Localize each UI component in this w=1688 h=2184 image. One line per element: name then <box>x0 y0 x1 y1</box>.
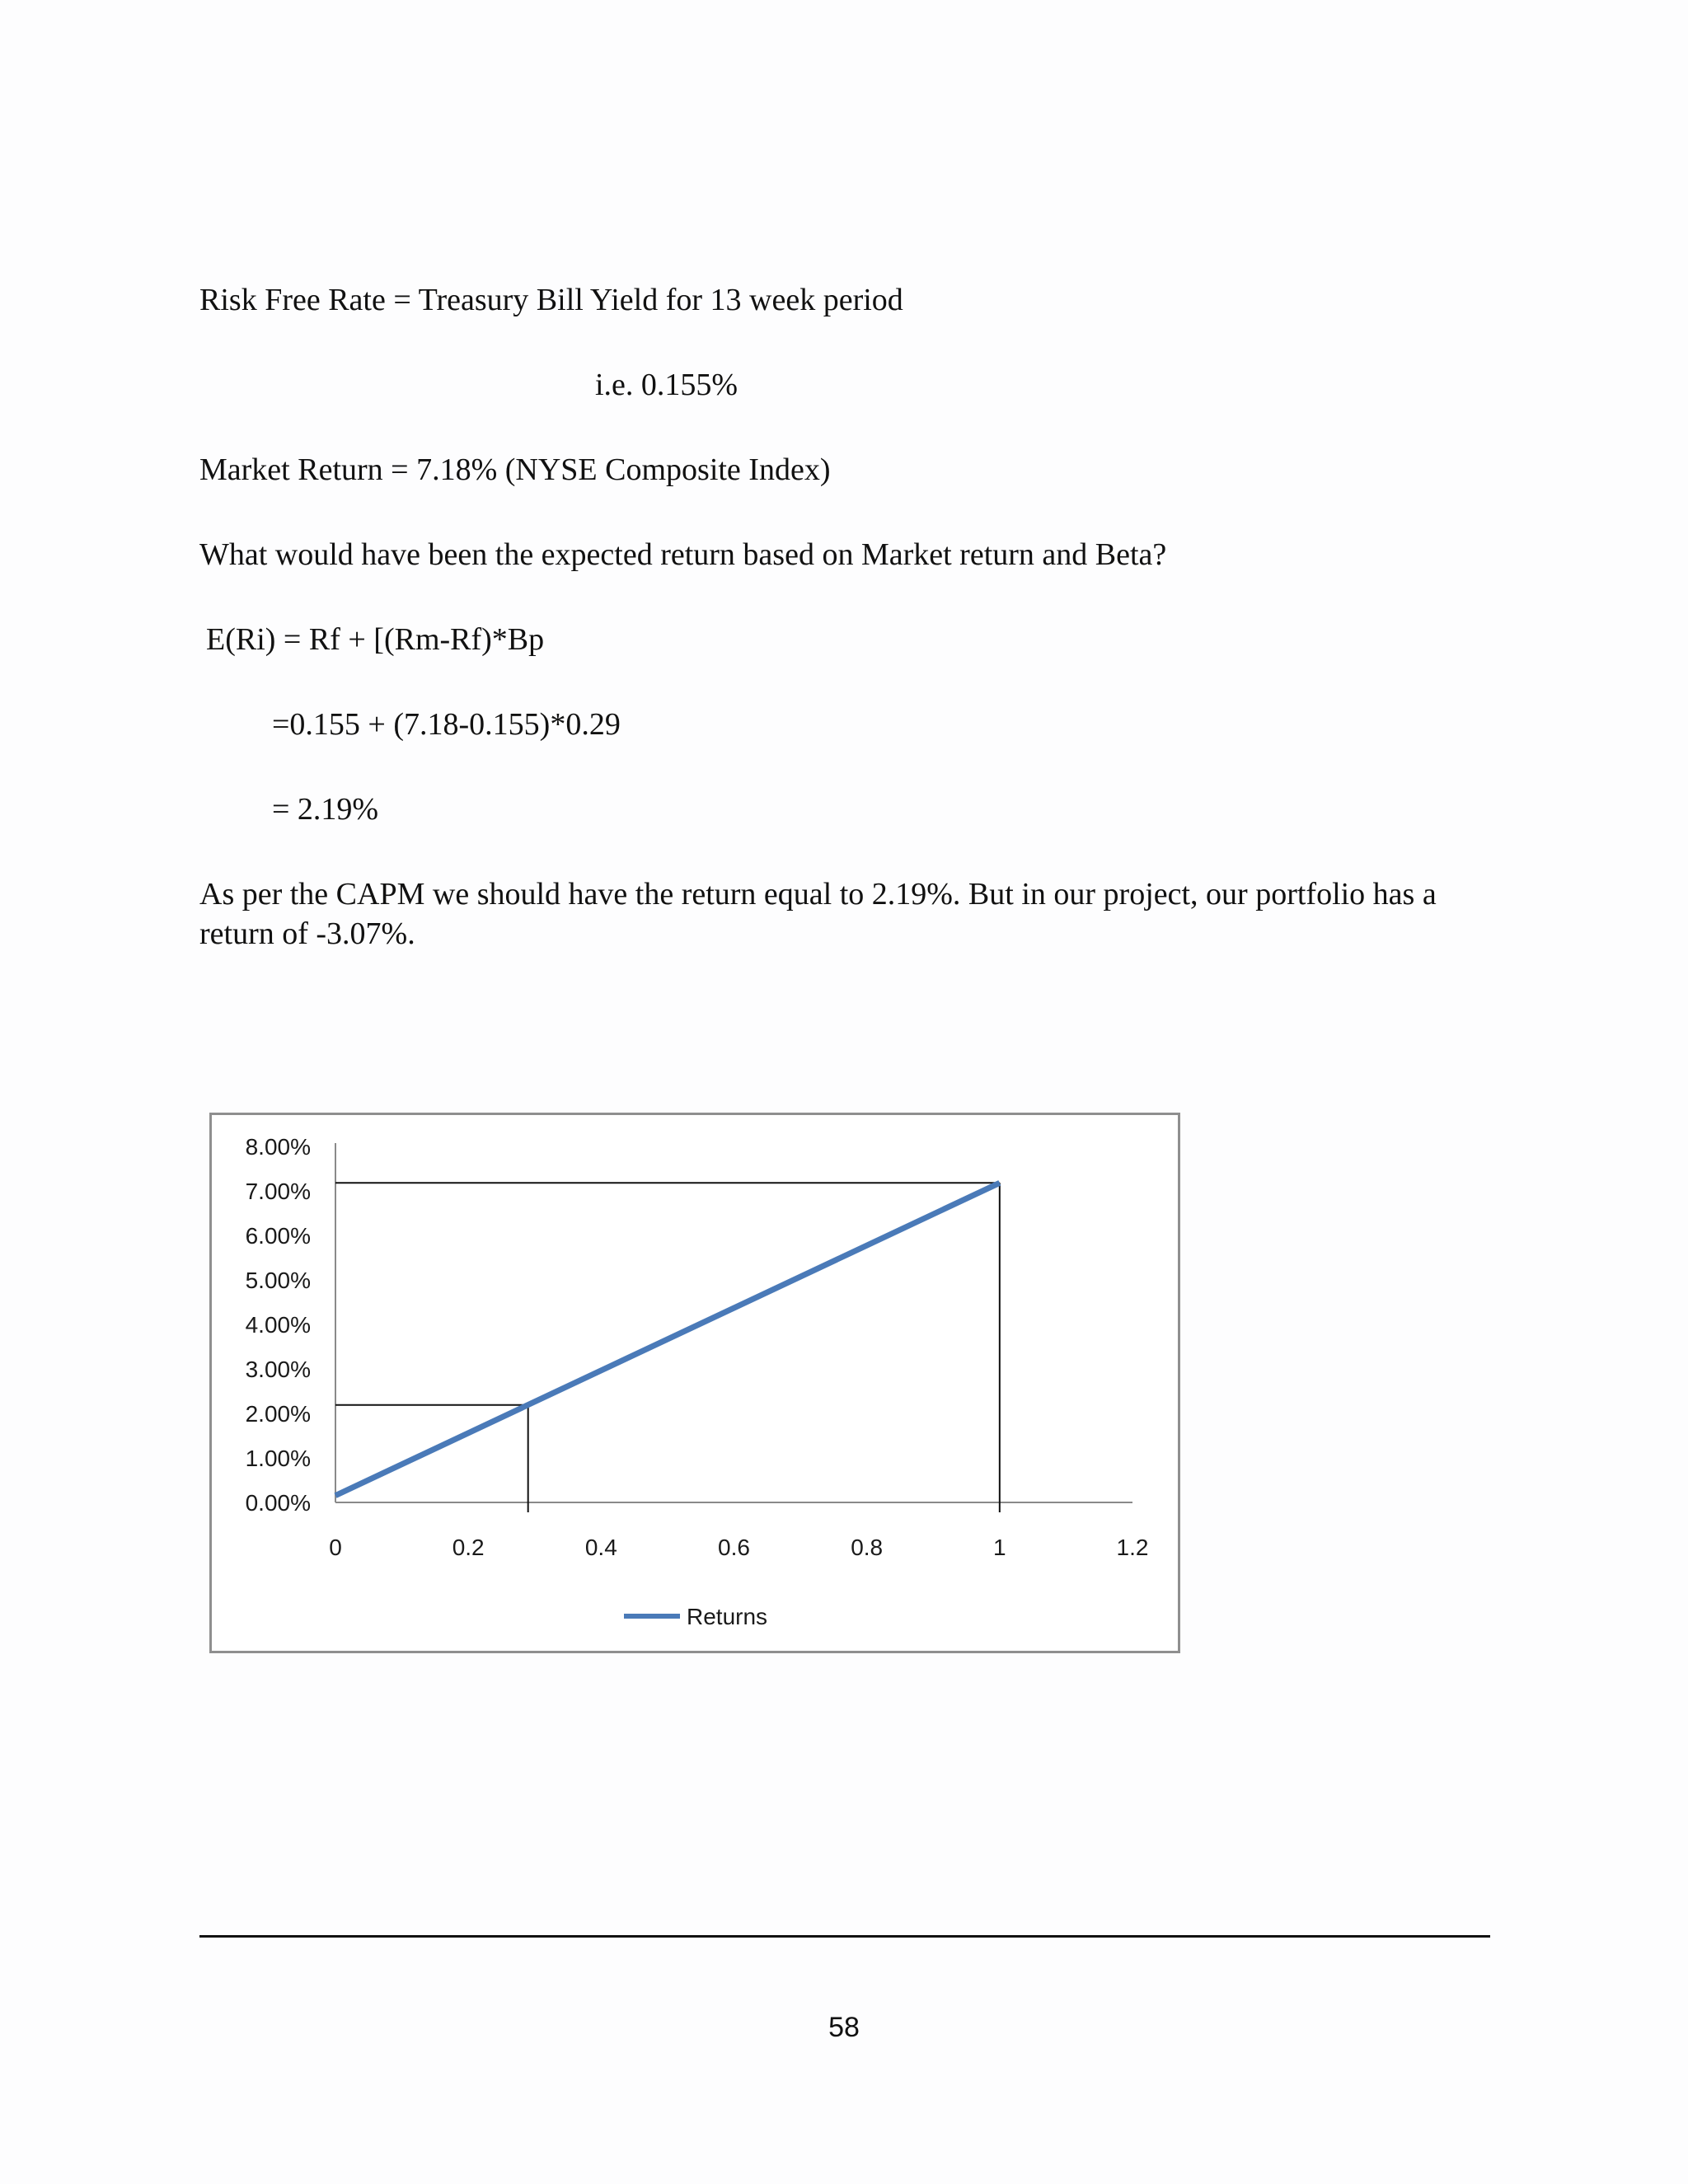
x-tick-labels <box>329 1535 1148 1560</box>
series-line-returns <box>335 1183 1000 1495</box>
x-tick-label: 0.6 <box>718 1535 750 1560</box>
x-tick-label: 1 <box>993 1535 1006 1560</box>
y-tick-label: 6.00% <box>245 1223 311 1249</box>
y-tick-label: 4.00% <box>245 1312 311 1338</box>
x-tick-label: 1.2 <box>1116 1535 1149 1560</box>
x-tick-label: 0.4 <box>584 1535 617 1560</box>
y-tick-label: 0.00% <box>245 1490 311 1516</box>
returns-chart <box>209 1113 1180 1653</box>
conclusion-paragraph: As per the CAPM we should have the return equal to 2.19%. But in our project, our portfolio has a return of -3.07%. <box>199 877 1437 951</box>
legend-label-returns: Returns <box>687 1604 768 1629</box>
market-return-line: Market Return = 7.18% (NYSE Composite Index) <box>199 452 831 487</box>
series-lines <box>335 1183 1000 1495</box>
capm-result: = 2.19% <box>272 792 379 827</box>
x-tick-label: 0 <box>329 1535 342 1560</box>
page-number: 58 <box>828 2012 860 2043</box>
question-text: What would have been the expected return based on Market return and Beta? <box>199 537 1167 572</box>
x-tick-label: 0.8 <box>851 1535 884 1560</box>
y-tick-label: 2.00% <box>245 1401 311 1427</box>
capm-substitution: =0.155 + (7.18-0.155)*0.29 <box>272 707 621 742</box>
footer-rule <box>199 1935 1490 1938</box>
y-tick-label: 7.00% <box>245 1179 311 1204</box>
returns-chart-svg <box>212 1115 1178 1651</box>
chart-legend <box>624 1604 767 1629</box>
y-tick-label: 3.00% <box>245 1357 311 1382</box>
y-tick-label: 8.00% <box>245 1134 311 1160</box>
y-tick-labels <box>246 1134 311 1516</box>
risk-free-rate-line: Risk Free Rate = Treasury Bill Yield for 13 week period <box>199 283 903 317</box>
x-tick-label: 0.2 <box>452 1535 485 1560</box>
risk-free-rate-value: i.e. 0.155% <box>595 368 738 402</box>
y-tick-label: 1.00% <box>245 1446 311 1471</box>
y-tick-label: 5.00% <box>245 1268 311 1293</box>
capm-formula: E(Ri) = Rf + [(Rm-Rf)*Bp <box>206 622 545 657</box>
